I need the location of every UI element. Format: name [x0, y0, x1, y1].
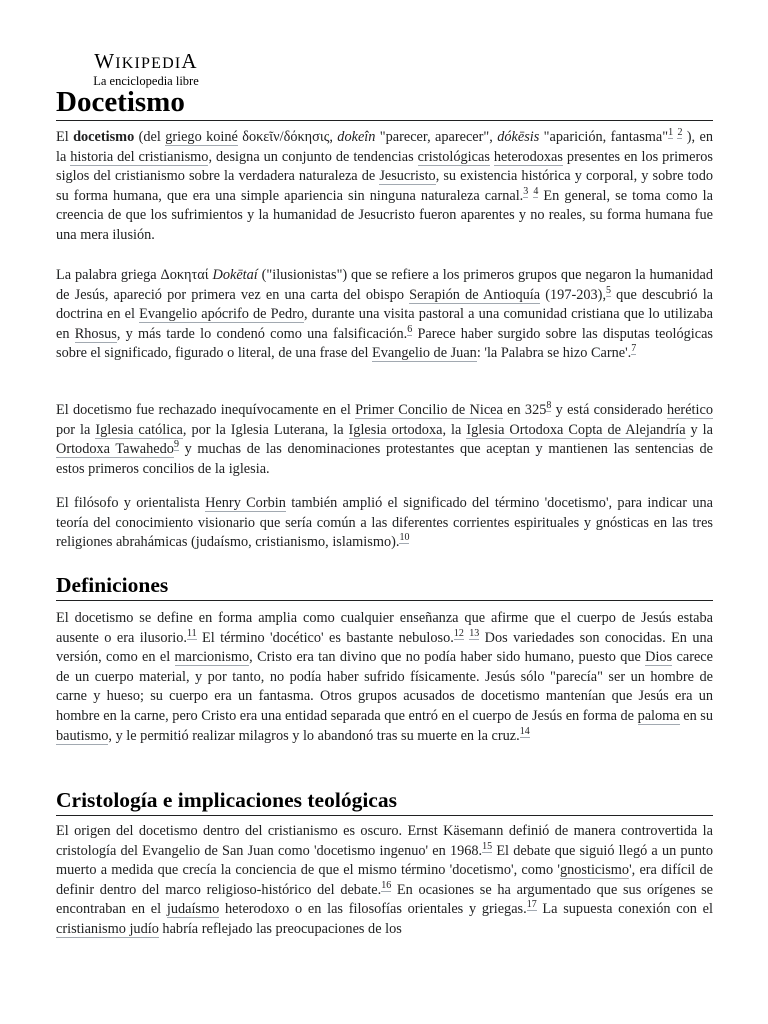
- ref-10[interactable]: 10: [399, 532, 410, 544]
- ref-9[interactable]: 9: [173, 439, 179, 451]
- link-marcionismo[interactable]: marcionismo: [174, 649, 250, 666]
- ref-6[interactable]: 6: [407, 323, 413, 335]
- ref-14[interactable]: 14: [519, 725, 530, 737]
- logo-wordmark: WIKIPEDIA: [94, 49, 198, 73]
- link-gnosticismo[interactable]: gnosticismo: [559, 862, 630, 879]
- ref-13[interactable]: 13: [469, 627, 480, 639]
- link-dios[interactable]: Dios: [645, 649, 673, 666]
- link-concilio-nicea[interactable]: Primer Concilio de Nicea: [355, 402, 503, 418]
- link-rhosus[interactable]: Rhosus: [74, 325, 117, 342]
- logo-tagline: La enciclopedia libre: [93, 74, 199, 88]
- ref-2[interactable]: 2: [677, 127, 683, 138]
- intro-paragraph-2: La palabra griega Δοκηταί Dokētaí ("ilusionistas") que se refiere a los primeros grupos que negaron la humanidad de Jesús, apareció por primera vez en una carta del obispo Serapión de Antioquía (197-203),$^5$ que descubrió la doctrina en el Evangelio apócrifo de Pedro, durante una visita pastoral a una comunidad cristiana que lo utilizaba en Rhosus, y más tarde lo condenó como una falsificación.$^6$ Parece haber surgido sobre las disputas teológicas sobre el significado, figurado o literal, de una frase del Evangelio de Juan: 'la Palabra se hizo Carne'.$^7$: [56, 267, 714, 362]
- section-heading-definiciones: Definiciones: [56, 572, 713, 601]
- ref-11[interactable]: 11: [186, 627, 197, 639]
- wikipedia-logo[interactable]: [76, 49, 216, 88]
- link-bautismo[interactable]: bautismo: [56, 727, 109, 744]
- cristologia-paragraph: El origen del docetismo dentro del cristianismo es oscuro. Ernst Käsemann definió de manera controvertida la cristología del Evangelio de San Juan como 'docetismo ingenuo' en 1968.15 El debate que siguió llegó a un punto muerto a medida que crecía la conciencia de que el mismo término 'docetismo', como 'gnosticismo', era difícil de definir dentro del marco religioso-histórico del debate.$^{16}$ En ocasiones se ha argumentado que sus orígenes se encontraban en el judaísmo heterodoxo o en las filosofías orientales y griegas.$^{17}$ La supuesta conexión con el cristianismo judío habría reflejado las preocupaciones de los: [56, 823, 714, 937]
- ref-15[interactable]: 15: [482, 840, 493, 852]
- definiciones-paragraph: El docetismo se define en forma amplia como cualquier enseñanza que afirme que el cuerpo de Jesús estaba ausente o era ilusorio.$^{11}$ El término 'docético' es bastante nebuloso.$^{12}$ $^{13}$ Dos variedades son conocidas. En una versión, como en el marcionismo, Cristo era tan divino que no podía haber sido humano, puesto que Dios carece de un cuerpo material, y por tanto, no podía haber sufrido físicamente. Jesús sólo "parecía" ser un hombre de carne y hueso; su cuerpo era un fantasma. Otros grupos acusados de docetismo mantenían que Jesús era un hombre en la carne, pero Cristo era una entidad separada que entró en el cuerpo de Jesús en forma de paloma en su bautismo, y le permitió realizar milagros y lo abandonó tras su muerte en la cruz.$^{14}$: [56, 610, 714, 744]
- ref-8[interactable]: 8: [546, 400, 552, 411]
- ref-5[interactable]: 5: [606, 284, 612, 296]
- link-heretico[interactable]: herético: [666, 402, 713, 418]
- link-griego-koine[interactable]: griego koiné: [165, 129, 238, 145]
- intro-paragraph-3: El docetismo fue rechazado inequívocamente en el Primer Concilio de Nicea en $325^8$ y está considerado herético por la Iglesia católica, por la Iglesia Luterana, la Iglesia ortodoxa, la Iglesia Ortodoxa Copta de Alejandría y la Ortodoxa Tawahedo$^9$ y muchas de las denominaciones protestantes que aceptan y mantienen las sentencias de estos primeros concilios de la iglesia.: [56, 400, 714, 477]
- link-henry-corbin[interactable]: Henry Corbin: [205, 495, 286, 511]
- link-cristianismo-judio[interactable]: cristianismo judío: [56, 920, 159, 937]
- ref-1[interactable]: 1: [668, 127, 674, 138]
- link-paloma[interactable]: paloma: [637, 707, 680, 724]
- link-judaismo[interactable]: judaísmo: [166, 901, 220, 918]
- ref-7[interactable]: 7: [631, 343, 637, 355]
- section-heading-cristologia: Cristología e implicaciones teológicas: [56, 787, 713, 816]
- ref-12[interactable]: 12: [453, 627, 464, 639]
- link-heterodoxas[interactable]: heterodoxas: [493, 148, 563, 165]
- link-jesucristo[interactable]: Jesucristo: [379, 168, 436, 185]
- link-iglesia-ortodoxa[interactable]: Iglesia ortodoxa: [348, 421, 443, 438]
- link-ortodoxa-tawahedo[interactable]: Ortodoxa Tawahedo: [56, 441, 174, 458]
- ref-17[interactable]: 17: [526, 899, 537, 911]
- link-cristologicas[interactable]: cristológicas: [417, 148, 490, 165]
- page-title: Docetismo: [56, 84, 713, 121]
- link-historia-cristianismo[interactable]: historia del cristianismo: [70, 148, 209, 165]
- link-iglesia-catolica[interactable]: Iglesia católica: [95, 421, 183, 438]
- ref-3[interactable]: 3: [523, 185, 529, 197]
- link-evangelio-pedro[interactable]: Evangelio apócrifo de Pedro: [139, 306, 305, 323]
- link-serapion-antioquia[interactable]: Serapión de Antioquía: [409, 286, 541, 303]
- intro-paragraph-1: El docetismo (del griego koiné δοκεῖν/δόκησις, dokeîn "parecer, aparecer", dókēsis "aparición, fantasma"$^1$ $^2$ ), en la historia del cristianismo, designa un conjunto de tendencias cristológicas heterodoxas presentes en los primeros siglos del cristianismo sobre la verdadera naturaleza de Jesucristo, su existencia histórica y corporal, y sobre todo su forma humana, que era una simple apariencia sin ninguna naturaleza carnal.$^3$ $^4$ En general, se toma como la creencia de que los sufrimientos y la humanidad de Jesucristo fueron aparentes y no reales, su forma humana fue una mera ilusión.: [56, 127, 713, 243]
- link-iglesia-copta[interactable]: Iglesia Ortodoxa Copta de Alejandría: [466, 421, 686, 438]
- ref-4[interactable]: 4: [533, 185, 539, 197]
- link-evangelio-juan[interactable]: Evangelio de Juan: [372, 345, 477, 362]
- ref-16[interactable]: 16: [381, 879, 392, 891]
- intro-paragraph-4: El filósofo y orientalista Henry Corbin también amplió el significado del término 'docetismo', para indicar una teoría del conocimiento visionario que sería común a las diferentes corrientes espirituales y gnósticas en las tres religiones abrahámicas (judaísmo, cristianismo, islamismo).$^{10}$: [56, 495, 713, 551]
